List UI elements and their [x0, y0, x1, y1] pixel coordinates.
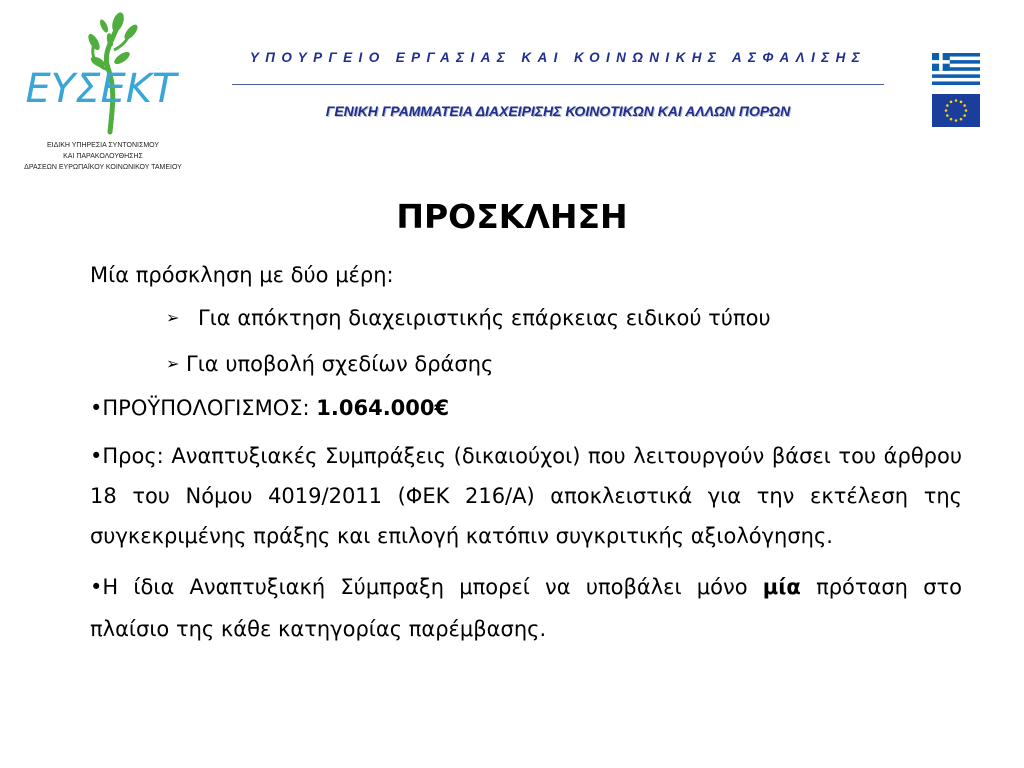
submission-paragraph	[90, 566, 962, 650]
eu-flag-icon	[932, 94, 980, 127]
list-item-text: Για υποβολή σχεδίων δράσης	[186, 352, 494, 376]
eu-star-icon	[963, 114, 966, 117]
target-text: Προς: Αναπτυξιακές Συμπράξεις (δικαιούχοι) που λειτουργούν βάσει του άρθρου 18 του Νόμου 4019/2011 (ΦΕΚ 216/Α) αποκλειστικά για την εκτέλεση της συγκεκριμένης πράξης και επιλογή κατόπιν συγκριτικής αξιολόγησης.	[90, 444, 962, 548]
budget-value: 1.064.000€	[316, 396, 450, 420]
logo-caption	[18, 140, 188, 173]
page-title: ΠΡΟΣΚΛΗΣΗ	[396, 197, 628, 236]
eu-star-icon	[950, 101, 953, 104]
list-item-text: Για απόκτηση διαχειριστικής επάρκειας ειδικού τύπου	[198, 306, 771, 330]
arrow-bullet-icon: ➢	[166, 308, 180, 327]
logo-wordmark: ΕΥΣΕΚΤ	[25, 66, 177, 112]
esekt-logo	[18, 10, 188, 180]
eu-star-icon	[960, 118, 963, 121]
logo-caption-line: ΔΡΑΣΕΩΝ ΕΥΡΩΠΑΪΚΟΥ ΚΟΙΝΩΝΙΚΟΥ ΤΑΜΕΙΟΥ	[24, 164, 182, 171]
eu-star-icon	[946, 104, 949, 107]
header-divider	[232, 84, 884, 85]
secretariat-title: ΓΕΝΙΚΗ ΓΡΑΜΜΑΤΕΙΑ ΔΙΑΧΕΙΡΙΣΗΣ ΚΟΙΝΟΤΙΚΩΝ ΚΑΙ ΑΛΛΩΝ ΠΟΡΩΝ	[325, 103, 791, 119]
bullet-icon: •	[90, 444, 103, 468]
budget-label: ΠΡΟΫΠΟΛΟΓΙΣΜΟΣ:	[102, 396, 310, 420]
eu-star-icon	[955, 99, 958, 102]
logo-caption-line: ΚΑΙ ΠΑΡΑΚΟΛΟΥΘΗΣΗΣ	[63, 153, 143, 160]
slide-body	[90, 255, 962, 650]
budget-line	[90, 387, 962, 429]
eu-star-icon	[960, 101, 963, 104]
greek-flag-icon	[932, 53, 980, 85]
logo-caption-line: ΕΙΔΙΚΗ ΥΠΗΡΕΣΙΑ ΣΥΝΤΟΝΙΣΜΟΥ	[46, 142, 160, 149]
eu-star-icon	[963, 104, 966, 107]
intro-line: Μία πρόσκληση με δύο μέρη:	[90, 263, 394, 287]
eu-star-icon	[950, 118, 953, 121]
eu-star-icon	[946, 114, 949, 117]
list-item	[90, 341, 962, 387]
eu-star-icon	[965, 109, 968, 112]
list-item	[90, 295, 962, 341]
bullet-icon: •	[90, 396, 103, 420]
target-paragraph	[90, 436, 962, 556]
submission-text: Η ίδια Αναπτυξιακή Σύμπραξη μπορεί να υποβάλει μόνο	[102, 575, 748, 599]
submission-emphasis: μία	[762, 575, 801, 599]
ministry-title: ΥΠΟΥΡΓΕΙΟ ΕΡΓΑΣΙΑΣ ΚΑΙ ΚΟΙΝΩΝΙΚΗΣ ΑΣΦΑΛΙΣΗΣ	[249, 50, 867, 65]
submission-text-end: πρόταση στο πλαίσιο της κάθε κατηγορίας παρέμβασης.	[90, 575, 962, 641]
esekt-emblem-icon	[18, 10, 188, 140]
arrow-bullet-icon: ➢	[166, 354, 180, 373]
eu-star-icon	[955, 119, 958, 122]
bullet-icon: •	[90, 575, 103, 599]
eu-star-icon	[945, 109, 948, 112]
